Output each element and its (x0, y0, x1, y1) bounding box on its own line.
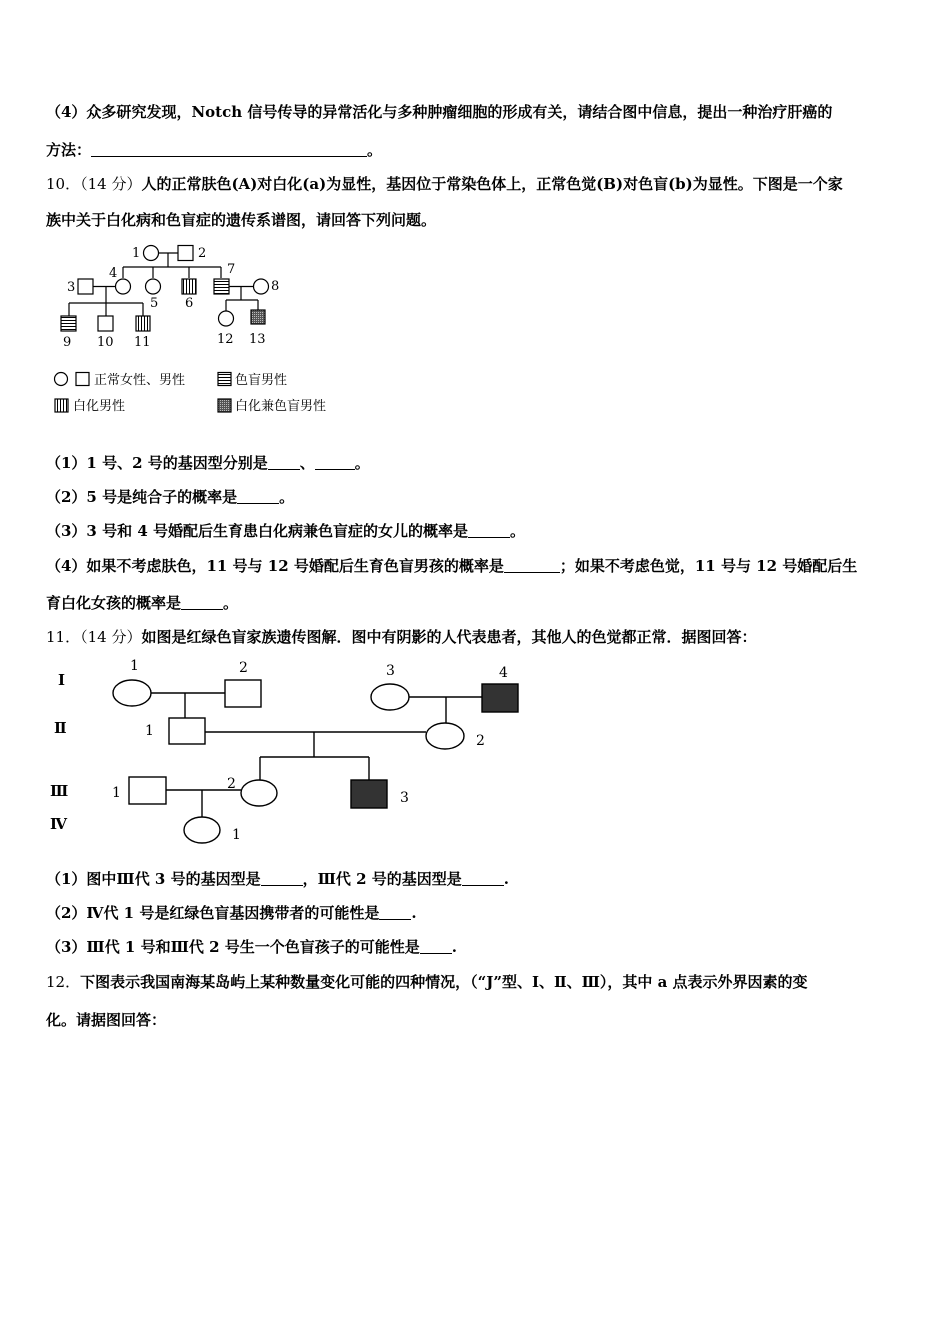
q10-sub3-text: （3）3 号和 4 号婚配后生育患白化病兼色盲症的女儿的概率是 (46, 522, 468, 540)
p10-label-12: 12 (217, 332, 234, 347)
q11-sub2-text: （2）Ⅳ代 1 号是红绿色盲基因携带者的可能性是 (46, 904, 380, 922)
q10-sub4-blank-a[interactable] (504, 558, 560, 573)
q11-label-IV1: 1 (232, 827, 241, 843)
q11-sub1-blank-a[interactable] (261, 871, 303, 886)
q11-sub2 (46, 903, 908, 923)
p10-label-9: 9 (63, 335, 72, 350)
q10-sub3-blank[interactable] (468, 523, 510, 538)
q11-sub1-blank-b[interactable] (462, 871, 504, 886)
q10-sub1-blank-b[interactable] (315, 455, 355, 470)
q10-sub1-blank-a[interactable] (268, 455, 300, 470)
p10-label-8: 8 (271, 279, 280, 294)
q9-answer-blank[interactable] (91, 142, 367, 157)
p10-label-11: 11 (134, 335, 151, 350)
q10-sub1-end: 。 (354, 454, 370, 472)
p10-label-7: 7 (227, 262, 236, 277)
q11-intro-text: 如图是红绿色盲家族遗传图解．图中有阴影的人代表患者，其他人的色觉都正常．据图回答： (141, 628, 757, 646)
q10-sub4-text1: （4）如果不考虑肤色，11 号与 12 号婚配后生育色盲男孩的概率是 (46, 557, 504, 575)
q11-sub2-end: . (411, 904, 417, 922)
p10-ind-2 (178, 246, 193, 261)
q11-gen-IV: Ⅳ (50, 815, 68, 833)
legend-albino-label: 白化男性 (73, 399, 126, 414)
q11-III3 (351, 780, 387, 808)
p10-ind-5 (146, 279, 161, 294)
legend-normal-label: 正常女性、男性 (94, 373, 186, 388)
q11-gen-I: Ⅰ (58, 671, 66, 689)
q12-text2: 化。请据图回答： (46, 1011, 167, 1029)
q11-pedigree-diagram (46, 655, 546, 855)
p10-label-3: 3 (67, 280, 76, 295)
q10-number: 10． (46, 175, 81, 193)
q11-label-II2: 2 (476, 733, 485, 749)
p10-label-6: 6 (185, 296, 194, 311)
q11-II2 (426, 723, 464, 749)
q9-part4-line1 (46, 102, 908, 122)
q10-intro-text2: 族中关于白化病和色盲症的遗传系谱图，请回答下列问题。 (46, 211, 437, 229)
p10-label-4: 4 (109, 266, 118, 281)
q11-label-II1: 1 (145, 723, 154, 739)
q10-sub3 (46, 521, 908, 541)
legend-both-icon (218, 399, 231, 412)
p10-label-10: 10 (97, 335, 114, 350)
q10-sub2 (46, 487, 908, 507)
q10-intro-line2 (46, 210, 908, 230)
q11-I2 (225, 680, 261, 707)
p10-ind-12 (219, 311, 234, 326)
q11-label-I1: 1 (130, 658, 139, 674)
q9-part4-line2 (46, 140, 908, 160)
q11-II1 (169, 718, 205, 744)
q10-sub2-text: （2）5 号是纯合子的概率是 (46, 488, 238, 506)
p10-ind-8 (254, 279, 269, 294)
p10-ind-10 (98, 316, 113, 331)
q11-gen-III: Ⅲ (50, 782, 69, 800)
p10-ind-7 (214, 279, 229, 294)
q11-sub3-blank[interactable] (420, 939, 452, 954)
legend-colorblind-label: 色盲男性 (235, 373, 288, 388)
q12-text1: 下图表示我国南海某岛屿上某种数量变化可能的四种情况，（“J”型、Ⅰ、Ⅱ、Ⅲ），其中 a 点表示外界因素的变 (80, 973, 808, 991)
q11-gen-II: Ⅱ (54, 719, 67, 737)
legend-female-icon (55, 373, 68, 386)
q10-sub4-text2: ；如果不考虑色觉，11 号与 12 号婚配后生 (559, 557, 858, 575)
q10-sub4-end: 。 (223, 594, 239, 612)
q11-label-III3: 3 (400, 790, 409, 806)
p10-ind-1 (144, 246, 159, 261)
q11-score: （14 分） (80, 628, 142, 646)
q10-sub4-line2 (46, 593, 908, 613)
p10-label-5: 5 (150, 296, 159, 311)
q11-sub1 (46, 869, 908, 889)
q10-sub3-end: 。 (509, 522, 525, 540)
q11-label-III2: 2 (227, 776, 236, 792)
q11-sub3-end: . (451, 938, 457, 956)
q10-sub4-blank-b[interactable] (181, 595, 223, 610)
q11-sub3 (46, 937, 908, 957)
q10-intro-line1 (46, 174, 908, 194)
q10-sub1-sep: 、 (299, 454, 315, 472)
q12-line1 (46, 972, 908, 992)
p10-ind-6 (182, 279, 196, 294)
q12-line2 (46, 1010, 908, 1030)
p10-label-1: 1 (132, 246, 141, 261)
q11-I4 (482, 684, 518, 712)
p10-ind-3 (78, 279, 93, 294)
q10-sub2-blank[interactable] (237, 489, 279, 504)
q9-answer-label: 方法： (46, 141, 92, 159)
q11-label-I4: 4 (499, 665, 508, 681)
q11-sub1-mid: ，Ⅲ代 2 号的基因型是 (302, 870, 462, 888)
q11-intro (46, 627, 908, 647)
q11-number: 11． (46, 628, 81, 646)
q11-sub1-text: （1）图中Ⅲ代 3 号的基因型是 (46, 870, 261, 888)
p10-label-2: 2 (198, 246, 207, 261)
q11-I3 (371, 684, 409, 710)
q9-answer-suffix: 。 (367, 141, 383, 159)
q11-label-III1: 1 (112, 785, 121, 801)
p10-label-13: 13 (249, 332, 266, 347)
q10-sub2-end: 。 (279, 488, 295, 506)
legend-both-label: 白化兼色盲男性 (235, 399, 327, 414)
q11-label-I3: 3 (386, 663, 395, 679)
q10-sub4-line1 (46, 556, 908, 576)
q10-pedigree-diagram (50, 238, 360, 420)
q10-score: （14 分） (80, 175, 142, 193)
p10-ind-9 (61, 316, 76, 331)
q11-label-I2: 2 (239, 660, 248, 676)
legend-colorblind-icon (218, 373, 231, 386)
q11-sub1-end: . (503, 870, 509, 888)
q11-IV1 (184, 817, 220, 843)
legend-male-icon (76, 373, 89, 386)
q11-sub2-blank[interactable] (379, 905, 411, 920)
q9-part4-text: （4）众多研究发现，Notch 信号传导的异常活化与多种肿瘤细胞的形成有关，请结合图中信息，提出一种治疗肝癌的 (46, 103, 833, 121)
p10-ind-4 (116, 279, 131, 294)
q10-sub4-text3: 育白化女孩的概率是 (46, 594, 182, 612)
q11-sub3-text: （3）Ⅲ代 1 号和Ⅲ代 2 号生一个色盲孩子的可能性是 (46, 938, 420, 956)
q12-number: 12． (46, 973, 81, 991)
p10-ind-11 (136, 316, 150, 331)
q11-III1 (129, 777, 166, 804)
q11-III2 (241, 780, 277, 806)
legend-albino-icon (55, 399, 68, 412)
q10-sub1 (46, 453, 908, 473)
q10-intro-text1: 人的正常肤色(A)对白化(a)为显性，基因位于常染色体上，正常色觉(B)对色盲(b)为显性。下图是一个家 (141, 175, 843, 193)
p10-ind-13 (251, 310, 265, 324)
q10-sub1-text: （1）1 号、2 号的基因型分别是 (46, 454, 268, 472)
q11-I1 (113, 680, 151, 706)
